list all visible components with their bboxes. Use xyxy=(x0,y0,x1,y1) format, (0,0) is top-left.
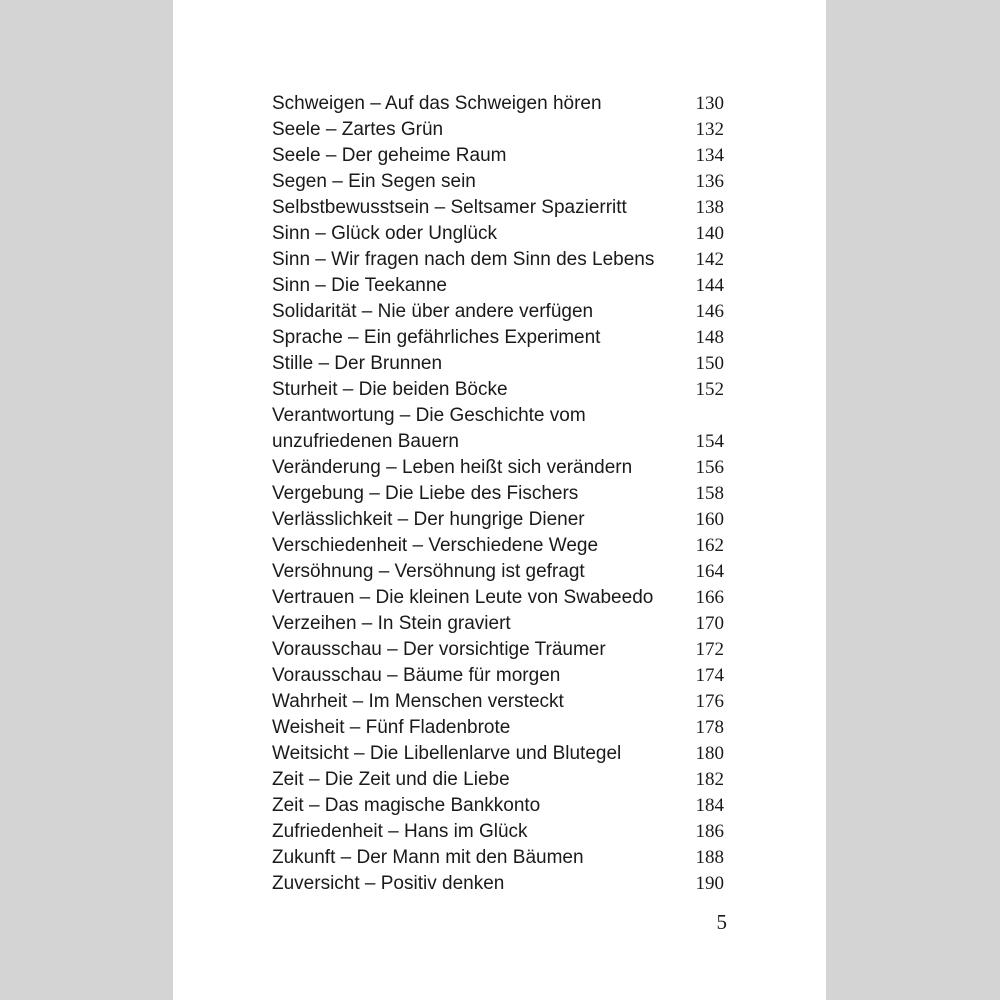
table-of-contents xyxy=(272,91,724,897)
toc-entry-page: 156 xyxy=(695,457,724,478)
toc-entry xyxy=(272,273,724,299)
toc-entry-page: 152 xyxy=(695,379,724,400)
toc-entry-page: 174 xyxy=(695,665,724,686)
toc-entry xyxy=(272,559,724,585)
toc-entry-title: Seele – Der geheime Raum xyxy=(272,145,507,166)
toc-entry-title: Verlässlichkeit – Der hungrige Diener xyxy=(272,509,585,530)
toc-entry-title: Zuversicht – Positiv denken xyxy=(272,873,505,894)
toc-entry-page: 172 xyxy=(695,639,724,660)
toc-entry xyxy=(272,533,724,559)
toc-entry-title: Zeit – Das magische Bankkonto xyxy=(272,795,541,816)
toc-entry-page: 180 xyxy=(695,743,724,764)
page-number: 5 xyxy=(716,910,727,934)
toc-entry xyxy=(272,663,724,689)
toc-entry-page: 146 xyxy=(695,301,724,322)
toc-entry-title: Wahrheit – Im Menschen versteckt xyxy=(272,691,564,712)
toc-entry-title: Weitsicht – Die Libellenlarve und Blutegel xyxy=(272,743,622,764)
toc-entry-page: 182 xyxy=(695,769,724,790)
toc-entry xyxy=(272,793,724,819)
toc-entry xyxy=(272,221,724,247)
toc-entry-page: 176 xyxy=(695,691,724,712)
toc-entry-title: Stille – Der Brunnen xyxy=(272,353,443,374)
toc-entry-page: 144 xyxy=(695,275,724,296)
toc-entry-title: Vertrauen – Die kleinen Leute von Swabeedo xyxy=(272,587,654,608)
toc-entry-page: 188 xyxy=(695,847,724,868)
toc-entry xyxy=(272,377,724,403)
toc-entry-title: Seele – Zartes Grün xyxy=(272,119,444,140)
toc-entry-title: Sturheit – Die beiden Böcke xyxy=(272,379,508,400)
toc-entry xyxy=(272,611,724,637)
toc-entry-page: 184 xyxy=(695,795,724,816)
toc-entry xyxy=(272,819,724,845)
toc-entry xyxy=(272,689,724,715)
toc-entry-title: Zeit – Die Zeit und die Liebe xyxy=(272,769,510,790)
toc-entry-title: Segen – Ein Segen sein xyxy=(272,171,476,192)
toc-entry xyxy=(272,247,724,273)
toc-entry xyxy=(272,143,724,169)
toc-entry-title: Verzeihen – In Stein graviert xyxy=(272,613,511,634)
book-page xyxy=(173,0,826,1000)
toc-entry-page: 162 xyxy=(695,535,724,556)
toc-entry xyxy=(272,325,724,351)
toc-entry-title: Verantwortung – Die Geschichte vom unzufriedenen Bauern xyxy=(272,405,586,452)
toc-entry-page: 178 xyxy=(695,717,724,738)
toc-entry-title: Schweigen – Auf das Schweigen hören xyxy=(272,93,602,114)
toc-entry-title: Vorausschau – Bäume für morgen xyxy=(272,665,561,686)
toc-entry xyxy=(272,91,724,117)
toc-entry-title: Solidarität – Nie über andere verfügen xyxy=(272,301,594,322)
toc-entry-title: Vergebung – Die Liebe des Fischers xyxy=(272,483,579,504)
toc-entry-page: 132 xyxy=(695,119,724,140)
toc-entry-title: Veränderung – Leben heißt sich verändern xyxy=(272,457,633,478)
toc-entry-page: 130 xyxy=(695,93,724,114)
toc-entry-page: 154 xyxy=(695,431,724,452)
toc-entry-title: Selbstbewusstsein – Seltsamer Spazierritt xyxy=(272,197,627,218)
toc-entry-page: 170 xyxy=(695,613,724,634)
toc-entry-title: Sinn – Die Teekanne xyxy=(272,275,447,296)
toc-entry xyxy=(272,455,724,481)
toc-entry-page: 164 xyxy=(695,561,724,582)
toc-entry-title: Sinn – Glück oder Unglück xyxy=(272,223,497,244)
toc-entry xyxy=(272,403,724,455)
toc-entry-title: Verschiedenheit – Verschiedene Wege xyxy=(272,535,599,556)
toc-entry-page: 166 xyxy=(695,587,724,608)
toc-entry-page: 148 xyxy=(695,327,724,348)
toc-entry-title: Sprache – Ein gefährliches Experiment xyxy=(272,327,601,348)
toc-entry-page: 138 xyxy=(695,197,724,218)
toc-entry xyxy=(272,351,724,377)
toc-entry-page: 140 xyxy=(695,223,724,244)
toc-entry xyxy=(272,169,724,195)
toc-entry xyxy=(272,585,724,611)
toc-entry xyxy=(272,715,724,741)
toc-entry xyxy=(272,845,724,871)
toc-entry-page: 150 xyxy=(695,353,724,374)
toc-entry-page: 134 xyxy=(695,145,724,166)
toc-entry xyxy=(272,117,724,143)
toc-entry-page: 160 xyxy=(695,509,724,530)
toc-entry-page: 186 xyxy=(695,821,724,842)
toc-entry-title: Sinn – Wir fragen nach dem Sinn des Lebens xyxy=(272,249,655,270)
toc-entry xyxy=(272,767,724,793)
toc-entry-title: Zufriedenheit – Hans im Glück xyxy=(272,821,528,842)
toc-entry xyxy=(272,507,724,533)
toc-entry-title: Weisheit – Fünf Fladenbrote xyxy=(272,717,511,738)
toc-entry-page: 190 xyxy=(695,873,724,894)
toc-entry-page: 136 xyxy=(695,171,724,192)
toc-entry-title: Vorausschau – Der vorsichtige Träumer xyxy=(272,639,606,660)
toc-entry-page: 142 xyxy=(695,249,724,270)
toc-entry xyxy=(272,871,724,897)
toc-entry xyxy=(272,741,724,767)
toc-entry xyxy=(272,481,724,507)
toc-entry-title: Versöhnung – Versöhnung ist gefragt xyxy=(272,561,585,582)
toc-entry xyxy=(272,299,724,325)
toc-entry-page: 158 xyxy=(695,483,724,504)
toc-entry xyxy=(272,637,724,663)
toc-entry xyxy=(272,195,724,221)
toc-entry-title: Zukunft – Der Mann mit den Bäumen xyxy=(272,847,584,868)
